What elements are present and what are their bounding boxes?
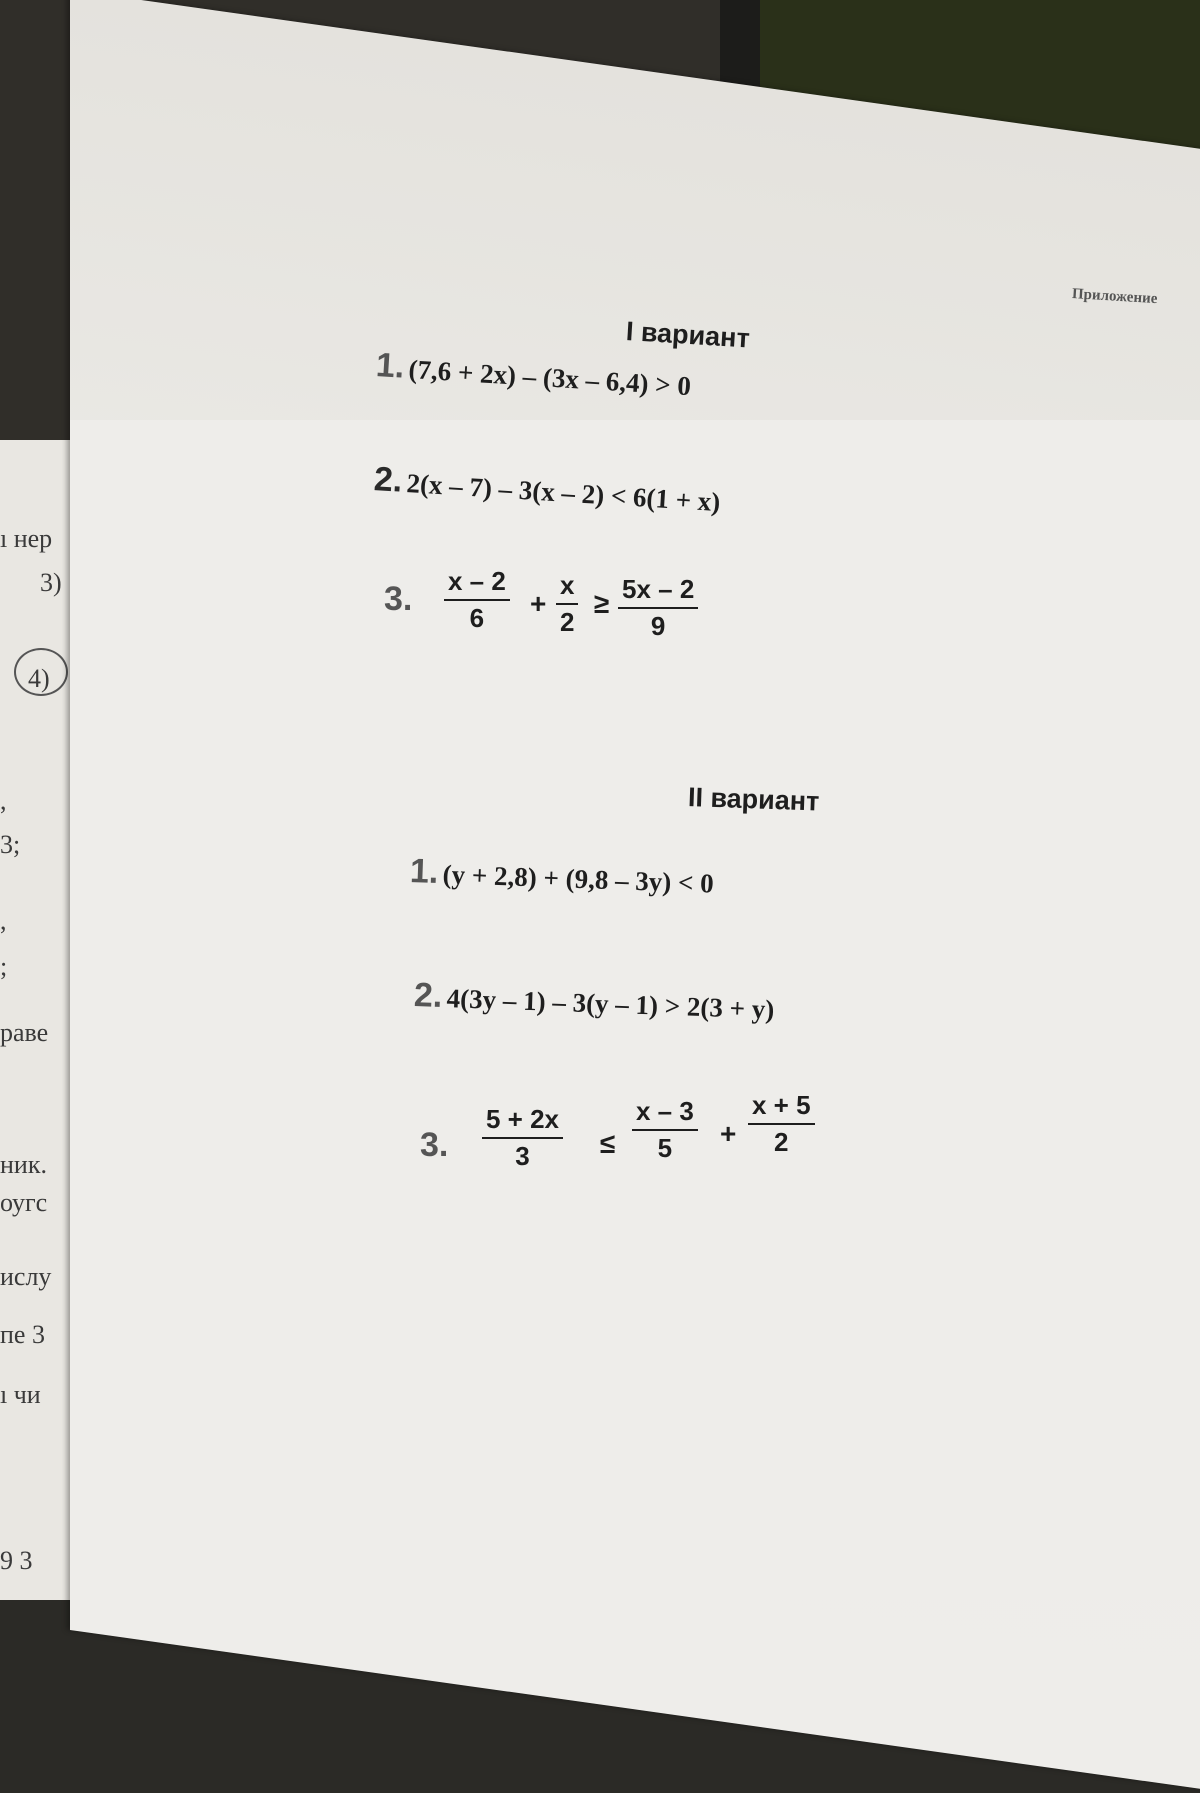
fraction-1 <box>444 566 510 634</box>
problem-expression: (y + 2,8) + (9,8 – 3y) < 0 <box>442 859 715 899</box>
numerator: x – 3 <box>632 1096 698 1131</box>
variant-1-title: I вариант <box>625 316 751 354</box>
appendix-label: Приложение <box>1071 286 1158 308</box>
problem-number: 3. <box>420 1126 449 1164</box>
numerator: x – 2 <box>444 566 510 601</box>
fraction-3 <box>748 1090 815 1158</box>
book-line: пе 3 <box>0 1320 45 1349</box>
fraction-2 <box>556 570 578 638</box>
plus-sign: + <box>720 1118 737 1149</box>
book-line: 4) <box>28 664 50 693</box>
numerator: x + 5 <box>748 1090 815 1125</box>
problem-number: 1. <box>374 346 406 386</box>
book-line: ник. <box>0 1150 47 1179</box>
numerator: x <box>556 570 578 605</box>
denominator: 5 <box>657 1133 673 1163</box>
fraction-3 <box>618 574 698 642</box>
relation-sign: ≤ <box>600 1128 616 1159</box>
book-line: раве <box>0 1018 49 1047</box>
denominator: 6 <box>469 603 485 633</box>
book-line: ı чи <box>0 1380 41 1409</box>
relation-sign: ≥ <box>594 588 610 619</box>
plus-sign: + <box>530 588 547 619</box>
denominator: 2 <box>774 1127 789 1157</box>
pen-circle-mark <box>14 648 68 696</box>
book-line: , <box>0 906 7 935</box>
variant-2-title: II вариант <box>687 782 820 817</box>
numerator: 5 + 2x <box>482 1104 563 1139</box>
problem-expression: 4(3y – 1) – 3(y – 1) > 2(3 + y) <box>446 983 775 1025</box>
book-line: , <box>0 786 7 815</box>
problem-number: 1. <box>409 852 440 891</box>
denominator: 3 <box>515 1141 530 1171</box>
book-line: 3) <box>40 568 62 597</box>
fraction-1 <box>482 1104 563 1172</box>
denominator: 2 <box>560 607 575 637</box>
book-line: ; <box>0 952 8 981</box>
problem-number: 2. <box>413 976 444 1015</box>
book-line: ı нер <box>0 524 53 553</box>
problem-expression: 2(x – 7) – 3(x – 2) < 6(1 + x) <box>405 468 722 518</box>
problem-number: 3. <box>384 580 413 618</box>
fraction-2 <box>632 1096 698 1164</box>
book-line: ислу <box>0 1262 52 1291</box>
book-line: оугс <box>0 1188 48 1217</box>
denominator: 9 <box>650 611 666 641</box>
problem-number: 2. <box>372 460 404 500</box>
book-line: 9 3 <box>0 1546 33 1575</box>
book-line: 3; <box>0 830 21 859</box>
problem-expression: (7,6 + 2x) – (3x – 6,4) > 0 <box>407 354 692 402</box>
numerator: 5x – 2 <box>618 574 698 609</box>
